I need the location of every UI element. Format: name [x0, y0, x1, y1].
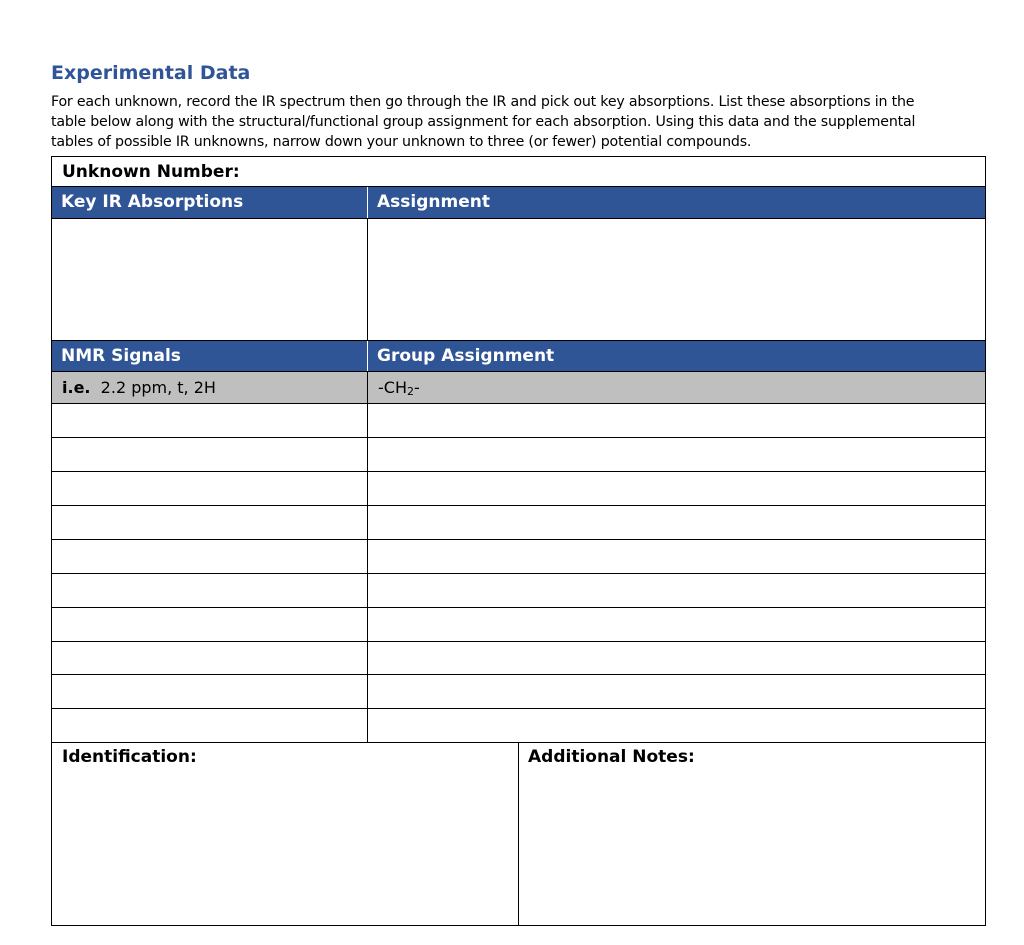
ir-header-absorptions: Key IR Absorptions: [52, 187, 367, 218]
nmr-row[interactable]: [52, 540, 985, 573]
nmr-header-signals: NMR Signals: [52, 341, 367, 371]
instructions-line: For each unknown, record the IR spectrum then go through the IR and pick out key absorptions. List these absorptions in the: [51, 94, 915, 110]
example-signal-text: 2.2 ppm, t, 2H: [100, 378, 216, 397]
example-group-suffix: -: [413, 378, 420, 397]
instructions-line: tables of possible IR unknowns, narrow down your unknown to three (or fewer) potential compounds.: [51, 134, 752, 150]
nmr-header-group: Group Assignment: [368, 341, 985, 371]
nmr-row[interactable]: [52, 574, 985, 607]
additional-notes-cell[interactable]: [519, 743, 985, 925]
identification-label: Identification:: [62, 747, 197, 767]
section-title: Experimental Data: [51, 62, 251, 84]
nmr-row[interactable]: [52, 608, 985, 641]
nmr-row[interactable]: [52, 642, 985, 675]
nmr-row[interactable]: [52, 404, 985, 437]
nmr-row[interactable]: [52, 506, 985, 539]
nmr-row[interactable]: [52, 472, 985, 505]
identification-cell[interactable]: [52, 743, 518, 925]
ir-absorptions-cell[interactable]: [52, 219, 367, 340]
example-prefix: i.e.: [62, 378, 91, 397]
example-group-subscript: 2: [406, 385, 414, 398]
instructions: [51, 92, 981, 152]
nmr-example-signal: [52, 372, 367, 403]
nmr-example-group: [368, 372, 985, 403]
example-group-text: -CH: [378, 378, 407, 397]
nmr-row[interactable]: [52, 675, 985, 708]
nmr-row[interactable]: [52, 709, 985, 742]
nmr-row[interactable]: [52, 438, 985, 471]
instructions-line: table below along with the structural/functional group assignment for each absorption. Using this data and the supplemental: [51, 114, 916, 130]
additional-notes-label: Additional Notes:: [528, 747, 695, 767]
ir-assignment-cell[interactable]: [368, 219, 985, 340]
ir-header-assignment: Assignment: [368, 187, 985, 218]
unknown-number-label: Unknown Number:: [62, 162, 240, 182]
unknown-number-field[interactable]: [62, 160, 962, 186]
